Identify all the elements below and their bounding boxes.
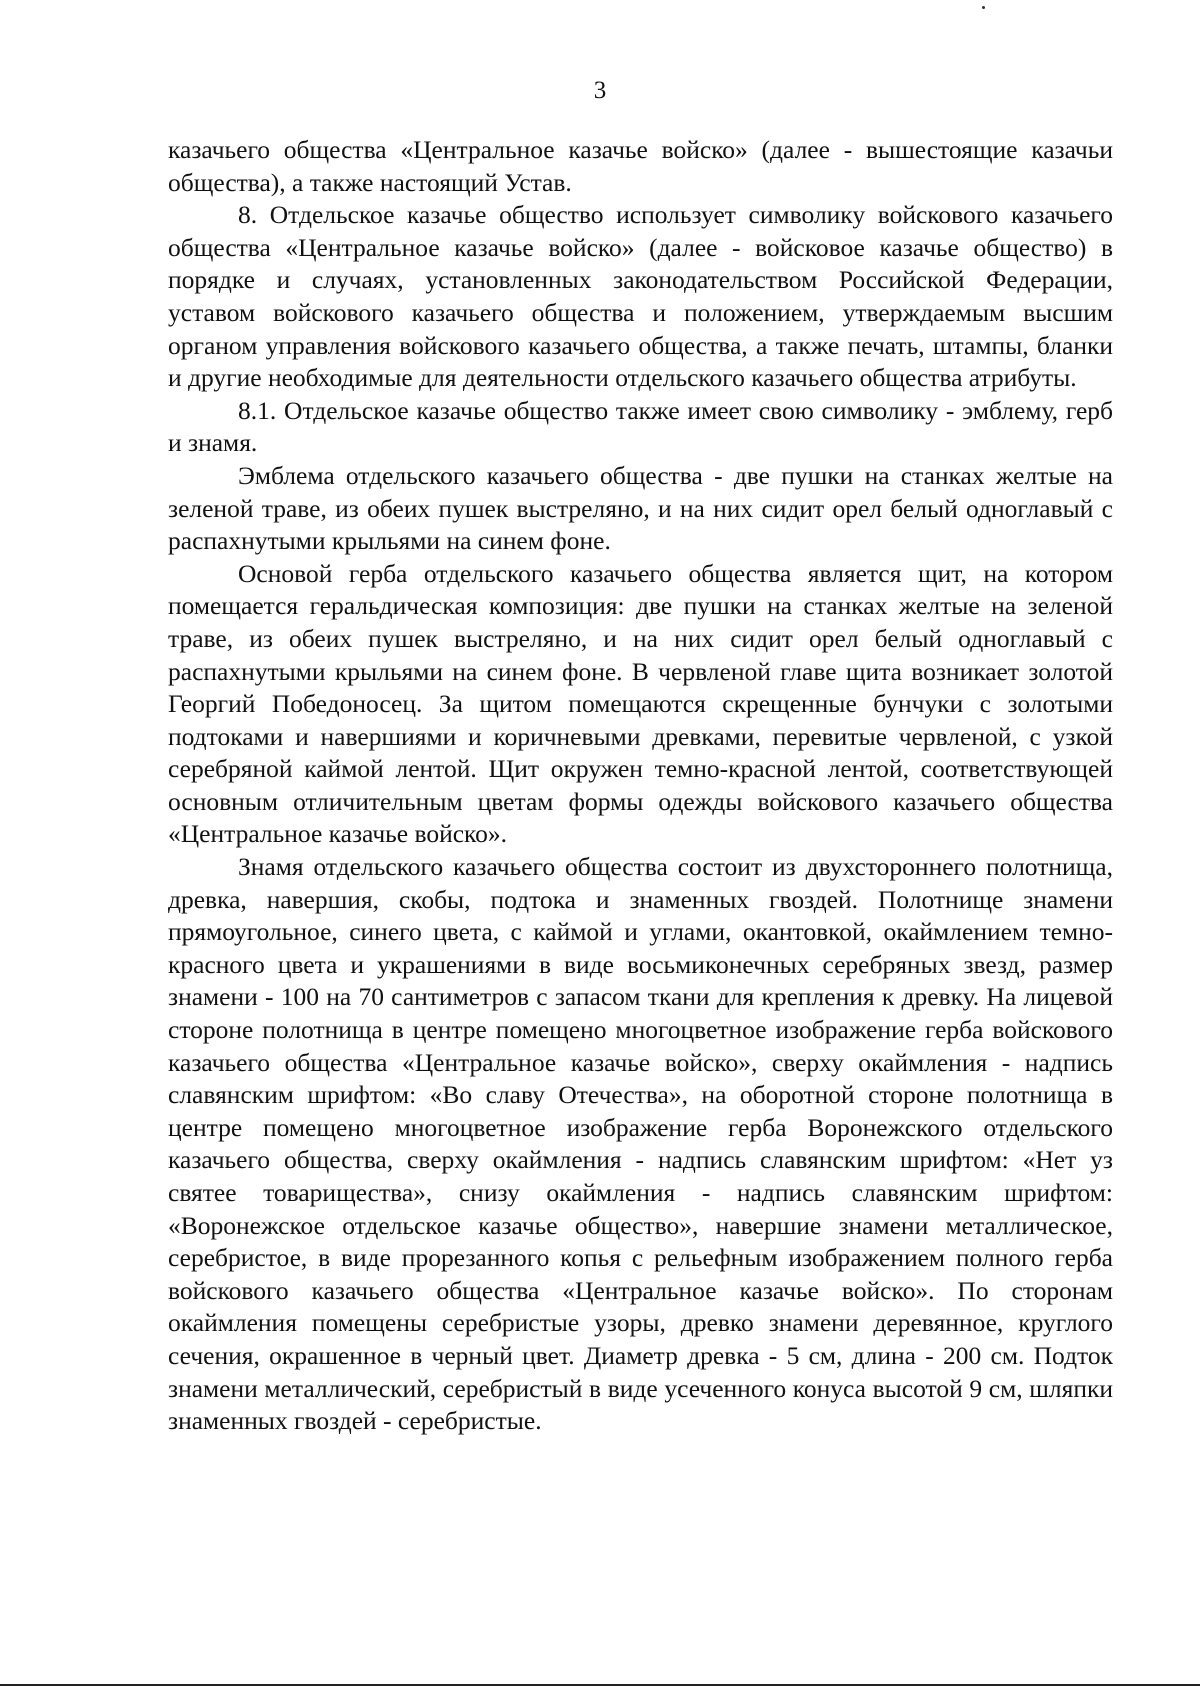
paragraph-banner: Знамя отдельского казачьего общества состоит из двухстороннего полотнища, древка, навершия, скобы, подтока и знаменных гвоздей. Полотнище знамени прямоугольное, синего цвета, с каймой и углами, окантовкой, окаймлением темно-красного цвета и украшениями в виде восьмиконечных серебряных звезд, размер знамени - 100 на 70 сантиметров с запасом ткани для крепления к древку. На лицевой стороне полотнища в центре помещено многоцветное изображение герба войскового казачьего общества «Центральное казачье войско», сверху окаймления - надпись славянским шрифтом: «Во славу Отечества», на оборотной стороне полотнища в центре помещено многоцветное изображение герба Воронежского отдельского казачьего общества, сверху окаймления - надпись славянским шрифтом: «Нет уз святее товарищества», снизу окаймления - надпись славянским шрифтом: «Воронежское отдельское казачье общество», навершие знамени металлическое, серебристое, в виде прорезанного копья с рельефным изображением полного герба войскового казачьего общества «Центральное казачье войско». По сторонам окаймления помещены серебристые узоры, древко знамени деревянное, круглого сечения, окрашенное в черный цвет. Диаметр древка - 5 см, длина - 200 см. Подток знамени металлический, серебристый в виде усеченного конуса высотой 9 см, шляпки знаменных гвоздей - серебристые. bbox=[168, 852, 1113, 1436]
scan-artifact-dot bbox=[982, 6, 985, 9]
page-number: 3 bbox=[593, 77, 607, 104]
paragraph-continuation: казачьего общества «Центральное казачье войско» (далее - вышестоящие казачьи общества), а также настоящий Устав. bbox=[168, 135, 1113, 197]
bottom-scan-edge bbox=[0, 1684, 1200, 1686]
paragraph-section-8: 8. Отдельское казачье общество использует символику войскового казачьего общества «Центральное казачье войско» (далее - войсковое казачье общество) в порядке и случаях, установленных законодательством Российской Федерации, уставом войскового казачьего общества и положением, утверждаемым высшим органом управления войскового казачьего общества, а также печать, штампы, бланки и другие необходимые для деятельности отдельского казачьего общества атрибуты. bbox=[168, 200, 1113, 393]
paragraph-section-8-1: 8.1. Отдельское казачье общество также имеет свою символику - эмблему, герб и знамя. bbox=[168, 395, 1113, 458]
document-body bbox=[168, 134, 1113, 1438]
paragraph-coat-of-arms: Основой герба отдельского казачьего общества является щит, на котором помещается геральдическая композиция: две пушки на станках желтые на зеленой траве, из обеих пушек выстреляно, и на них сидит орел белый одноглавый с распахнутыми крыльями на синем фоне. В червленой главе щита возникает золотой Георгий Победоносец. За щитом помещаются скрещенные бунчуки с золотыми подтоками и навершиями и коричневыми древками, перевитые червленой, с узкой серебряной каймой лентой. Щит окружен темно-красной лентой, соответствующей основным отличительным цветам формы одежды войскового казачьего общества «Центральное казачье войско». bbox=[168, 558, 1113, 849]
paragraph-emblem: Эмблема отдельского казачьего общества - две пушки на станках желтые на зеленой траве, из обеих пушек выстреляно, и на них сидит орел белый одноглавый с распахнутыми крыльями на синем фоне. bbox=[168, 460, 1113, 556]
